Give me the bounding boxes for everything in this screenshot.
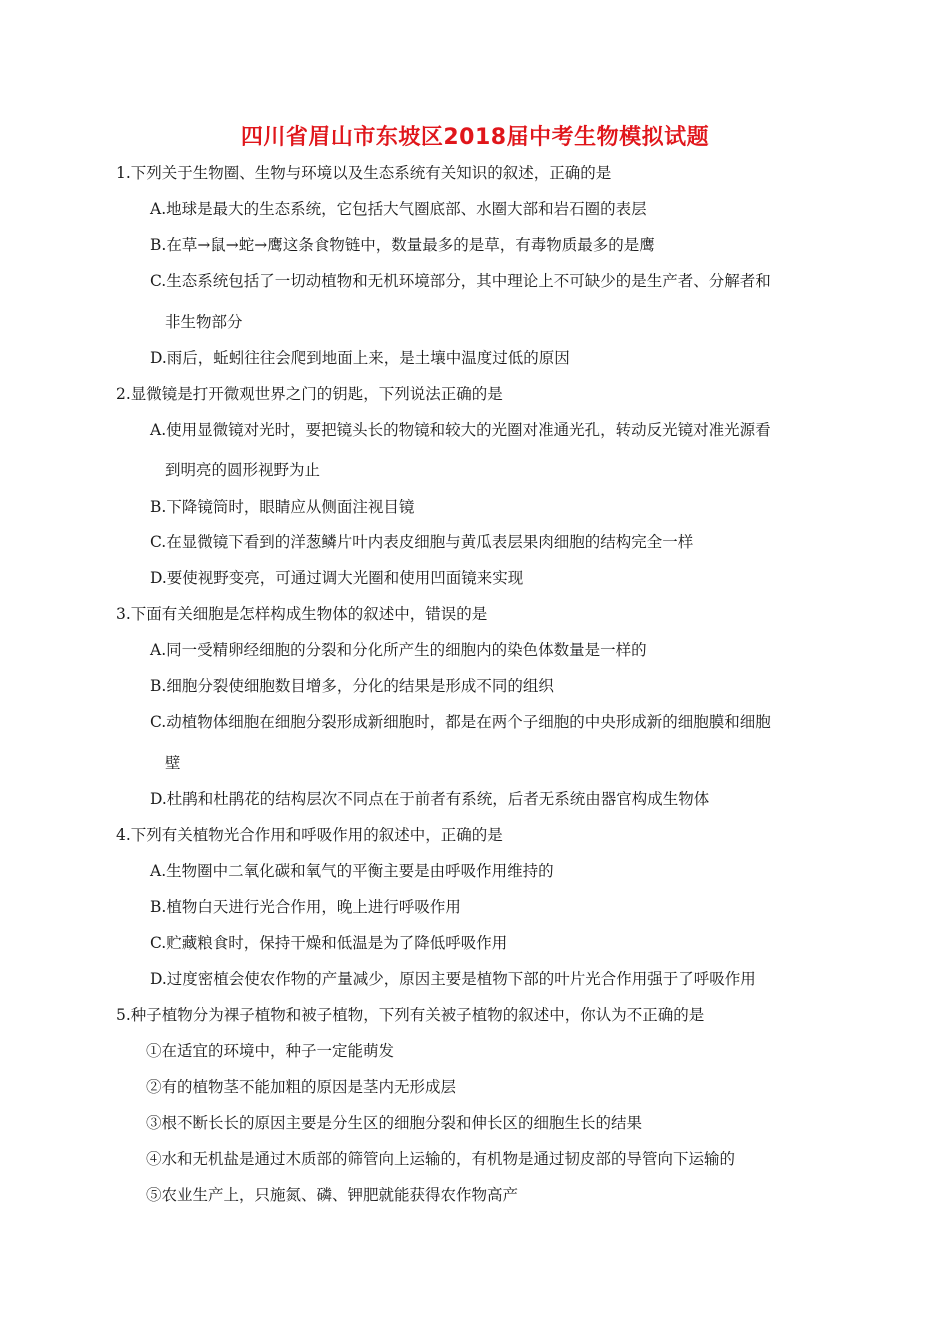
question-5-item-2: ②有的植物茎不能加粗的原因是茎内无形成层 <box>146 1078 457 1096</box>
question-1-option-a: A.地球是最大的生态系统，它包括大气圈底部、水圈大部和岩石圈的表层 <box>150 200 647 218</box>
question-4-option-b: B.植物白天进行光合作用，晚上进行呼吸作用 <box>150 898 461 916</box>
question-1-option-c: C.生态系统包括了一切动植物和无机环境部分，其中理论上不可缺少的是生产者、分解者和 <box>150 272 771 290</box>
question-1-option-d: D.雨后，蚯蚓往往会爬到地面上来，是土壤中温度过低的原因 <box>150 349 570 367</box>
question-4-option-a: A.生物圈中二氧化碳和氧气的平衡主要是由呼吸作用维持的 <box>150 862 554 880</box>
page-title: 四川省眉山市东坡区2018届中考生物模拟试题 <box>240 125 710 150</box>
question-1-stem: 1.下列关于生物圈、生物与环境以及生态系统有关知识的叙述，正确的是 <box>116 164 612 182</box>
question-3-option-a: A.同一受精卵经细胞的分裂和分化所产生的细胞内的染色体数量是一样的 <box>150 641 647 659</box>
question-2-option-b: B.下降镜筒时，眼睛应从侧面注视目镜 <box>150 498 415 516</box>
question-2-stem: 2.显微镜是打开微观世界之门的钥匙，下列说法正确的是 <box>116 385 503 403</box>
question-1-option-c-continued: 非生物部分 <box>165 313 243 331</box>
question-4-option-c: C.贮藏粮食时，保持干燥和低温是为了降低呼吸作用 <box>150 934 508 952</box>
question-3-option-c-continued: 壁 <box>165 754 181 772</box>
question-5-item-3: ③根不断长长的原因主要是分生区的细胞分裂和伸长区的细胞生长的结果 <box>146 1114 643 1132</box>
question-5-item-5: ⑤农业生产上，只施氮、磷、钾肥就能获得农作物高产 <box>146 1186 519 1204</box>
question-3-stem: 3.下面有关细胞是怎样构成生物体的叙述中，错误的是 <box>116 605 488 623</box>
question-3-option-d: D.杜鹃和杜鹃花的结构层次不同点在于前者有系统，后者无系统由器官构成生物体 <box>150 790 710 808</box>
question-4-stem: 4.下列有关植物光合作用和呼吸作用的叙述中，正确的是 <box>116 826 503 844</box>
question-3-option-c: C.动植物体细胞在细胞分裂形成新细胞时，都是在两个子细胞的中央形成新的细胞膜和细胞 <box>150 713 771 731</box>
question-5-item-4: ④水和无机盐是通过木质部的筛管向上运输的，有机物是通过韧皮部的导管向下运输的 <box>146 1150 736 1168</box>
question-3-option-b: B.细胞分裂使细胞数目增多，分化的结果是形成不同的组织 <box>150 677 554 695</box>
question-5-item-1: ①在适宜的环境中，种子一定能萌发 <box>146 1042 395 1060</box>
question-1-option-b: B.在草→鼠→蛇→鹰这条食物链中，数量最多的是草，有毒物质最多的是鹰 <box>150 236 655 254</box>
question-2-option-a: A.使用显微镜对光时，要把镜头长的物镜和较大的光圈对准通光孔，转动反光镜对准光源看 <box>150 421 771 439</box>
question-2-option-c: C.在显微镜下看到的洋葱鳞片叶内表皮细胞与黄瓜表层果肉细胞的结构完全一样 <box>150 533 694 551</box>
question-5-stem: 5.种子植物分为裸子植物和被子植物，下列有关被子植物的叙述中，你认为不正确的是 <box>116 1006 705 1024</box>
question-4-option-d: D.过度密植会使农作物的产量减少，原因主要是植物下部的叶片光合作用强于了呼吸作用 <box>150 970 756 988</box>
question-2-option-d: D.要使视野变亮，可通过调大光圈和使用凹面镜来实现 <box>150 569 524 587</box>
question-2-option-a-continued: 到明亮的圆形视野为止 <box>165 461 321 479</box>
